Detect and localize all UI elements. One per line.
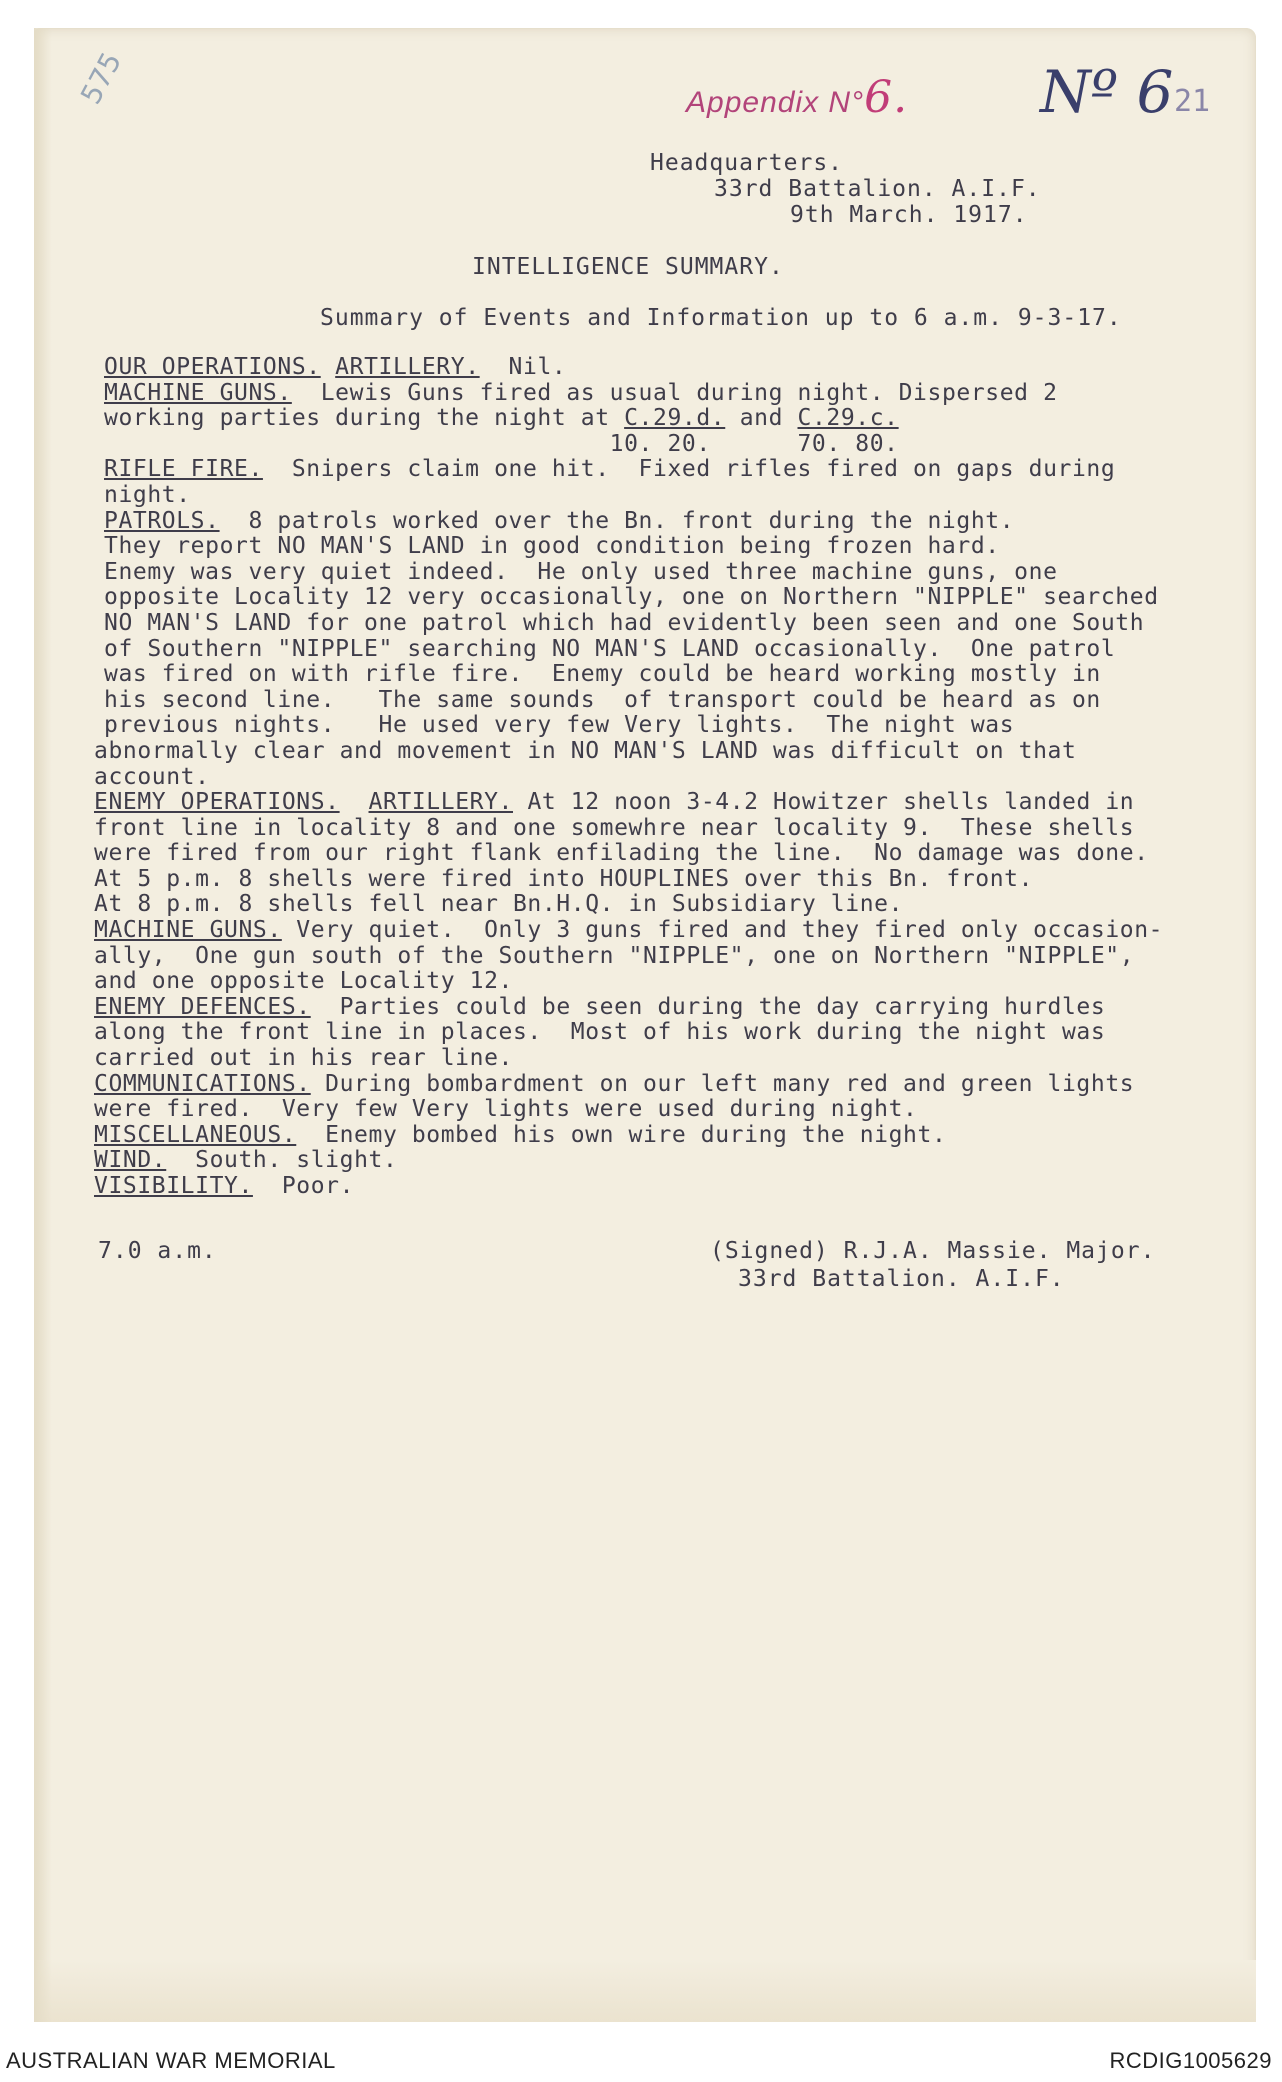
body-line — [94, 892, 1163, 918]
body-line — [94, 969, 1163, 995]
body-text: and — [725, 405, 798, 432]
section-heading: RIFLE FIRE. — [104, 456, 263, 483]
body-text: previous nights. He used very few Very lights. The night was — [104, 712, 1015, 739]
section-heading: ENEMY OPERATIONS. — [94, 789, 340, 816]
body-line — [94, 944, 1163, 970]
body-line — [104, 381, 1163, 407]
body-text: night. — [104, 481, 191, 508]
body-text: NO MAN'S LAND for one patrol which had evidently been seen and one South — [104, 609, 1145, 636]
body-line — [94, 1148, 1163, 1174]
body-text: Poor. — [252, 1173, 355, 1199]
header-line-2: 33rd Battalion. A.I.F. — [714, 176, 1041, 202]
body-text: They report NO MAN'S LAND in good condition being frozen hard. — [104, 533, 1000, 560]
body-line — [94, 841, 1163, 867]
body-line — [104, 637, 1163, 663]
body-line — [94, 867, 1163, 893]
body-line — [104, 585, 1163, 611]
signature-unit: 33rd Battalion. A.I.F. — [738, 1266, 1065, 1292]
body-line — [104, 457, 1163, 483]
header-line-3: 9th March. 1917. — [790, 202, 1028, 228]
body-line — [94, 1097, 1163, 1123]
appendix-label: Appendix N° — [686, 86, 865, 119]
body-text: Snipers claim one hit. Fixed rifles fired on gaps during — [262, 456, 1116, 483]
body-line — [94, 1046, 1163, 1072]
body-line — [104, 406, 1163, 432]
body-text: Lewis Guns fired as usual during night. Dispersed 2 — [291, 379, 1058, 406]
body-text: his second line. The same sounds of transport could be heard as on — [104, 686, 1101, 713]
body-text: Parties could be seen during the day carrying hurdles — [310, 993, 1106, 1020]
section-heading: WIND. — [94, 1147, 167, 1174]
appendix-annotation — [686, 72, 908, 123]
archive-id: RCDIG1005629 — [1109, 2048, 1272, 2073]
body-text: were fired from our right flank enfilading the line. No damage was done. — [94, 840, 1149, 867]
sheet-left-shadow — [34, 28, 52, 2022]
body-text: 8 patrols worked over the Bn. front during the night. — [219, 507, 1015, 534]
body-text: working parties during the night at — [104, 405, 625, 432]
section-heading: MACHINE GUNS. — [94, 917, 282, 944]
summary-body — [94, 354, 1164, 1200]
section-heading: MISCELLANEOUS. — [94, 1121, 297, 1148]
body-text: Nil. — [479, 354, 567, 380]
body-text: along the front line in places. Most of his work during the night was — [94, 1019, 1106, 1046]
section-heading: ENEMY DEFENCES. — [94, 993, 311, 1020]
handwritten-number: Nº 6 — [1040, 58, 1174, 126]
body-text: account. — [94, 763, 210, 790]
body-text: of Southern "NIPPLE" searching NO MAN'S LAND occasionally. One patrol — [104, 635, 1116, 662]
report-time: 7.0 a.m. — [98, 1238, 217, 1264]
body-line — [104, 534, 1163, 560]
section-heading: OUR OPERATIONS. — [104, 354, 321, 380]
section-heading: MACHINE GUNS. — [104, 379, 292, 406]
section-heading: PATROLS. — [104, 507, 220, 534]
body-line — [104, 662, 1163, 688]
body-line — [104, 509, 1163, 535]
body-text: was fired on with rifle fire. Enemy could be heard working mostly in — [104, 661, 1101, 688]
section-heading: ARTILLERY. — [368, 789, 513, 816]
appendix-number: 6. — [864, 72, 909, 123]
body-line — [94, 790, 1163, 816]
body-text: and one opposite Locality 12. — [94, 968, 513, 995]
body-line — [104, 611, 1163, 637]
body-line — [104, 432, 1163, 458]
body-line — [94, 1072, 1163, 1098]
header-line-1: Headquarters. — [650, 150, 844, 176]
document-title: INTELLIGENCE SUMMARY. — [472, 254, 784, 280]
body-line — [104, 713, 1163, 739]
body-text: At 5 p.m. 8 shells were fired into HOUPLINES over this Bn. front. — [94, 865, 1034, 892]
map-reference: C.29.d. — [624, 405, 726, 432]
body-text: front line in locality 8 and one somewhre near locality 9. These shells — [94, 814, 1135, 841]
body-text: At 12 noon 3-4.2 Howitzer shells landed in — [513, 789, 1135, 816]
body-line — [94, 1020, 1163, 1046]
body-line — [104, 560, 1163, 586]
body-text: During bombardment on our left many red and green lights — [310, 1070, 1135, 1097]
body-text: Very quiet. Only 3 guns fired and they fired only occasion- — [281, 917, 1164, 944]
signature-line: (Signed) R.J.A. Massie. Major. — [710, 1238, 1156, 1264]
side-stamp-number: 575 — [74, 46, 129, 110]
body-line — [104, 355, 1163, 381]
body-line — [94, 1123, 1163, 1149]
body-text: Enemy was very quiet indeed. He only used three machine guns, one — [104, 558, 1058, 585]
body-text: opposite Locality 12 very occasionally, one on Northern "NIPPLE" searched — [104, 584, 1159, 611]
body-text: Enemy bombed his own wire during the night. — [296, 1121, 947, 1148]
body-text: carried out in his rear line. — [94, 1045, 513, 1072]
body-text: 10. 20. 70. 80. — [104, 430, 899, 457]
body-line — [94, 765, 1163, 791]
body-line — [104, 483, 1163, 509]
section-heading: VISIBILITY. — [94, 1173, 253, 1199]
section-heading: ARTILLERY. — [335, 354, 480, 380]
body-text: South. slight. — [166, 1147, 398, 1174]
section-heading: COMMUNICATIONS. — [94, 1070, 311, 1097]
body-text: were fired. Very few Very lights were used during night. — [94, 1096, 918, 1123]
body-text: abnormally clear and movement in NO MAN'S LAND was difficult on that — [94, 737, 1077, 764]
document-subtitle: Summary of Events and Information up to 6 a.m. 9-3-17. — [320, 305, 1122, 331]
body-line — [104, 688, 1163, 714]
body-line — [94, 816, 1163, 842]
body-line — [94, 995, 1163, 1021]
body-text: At 8 p.m. 8 shells fell near Bn.H.Q. in Subsidiary line. — [94, 891, 904, 918]
body-line — [94, 739, 1163, 765]
sheet-bottom-edge — [34, 1960, 1256, 2022]
folio-number: 21 — [1174, 84, 1211, 119]
body-line — [94, 918, 1163, 944]
body-text: ally, One gun south of the Southern "NIPPLE", one on Northern "NIPPLE", — [94, 942, 1135, 969]
map-reference: C.29.c. — [797, 405, 899, 432]
body-line — [94, 1174, 1163, 1200]
archive-credit: AUSTRALIAN WAR MEMORIAL — [6, 2048, 336, 2073]
header-address — [650, 150, 1041, 254]
